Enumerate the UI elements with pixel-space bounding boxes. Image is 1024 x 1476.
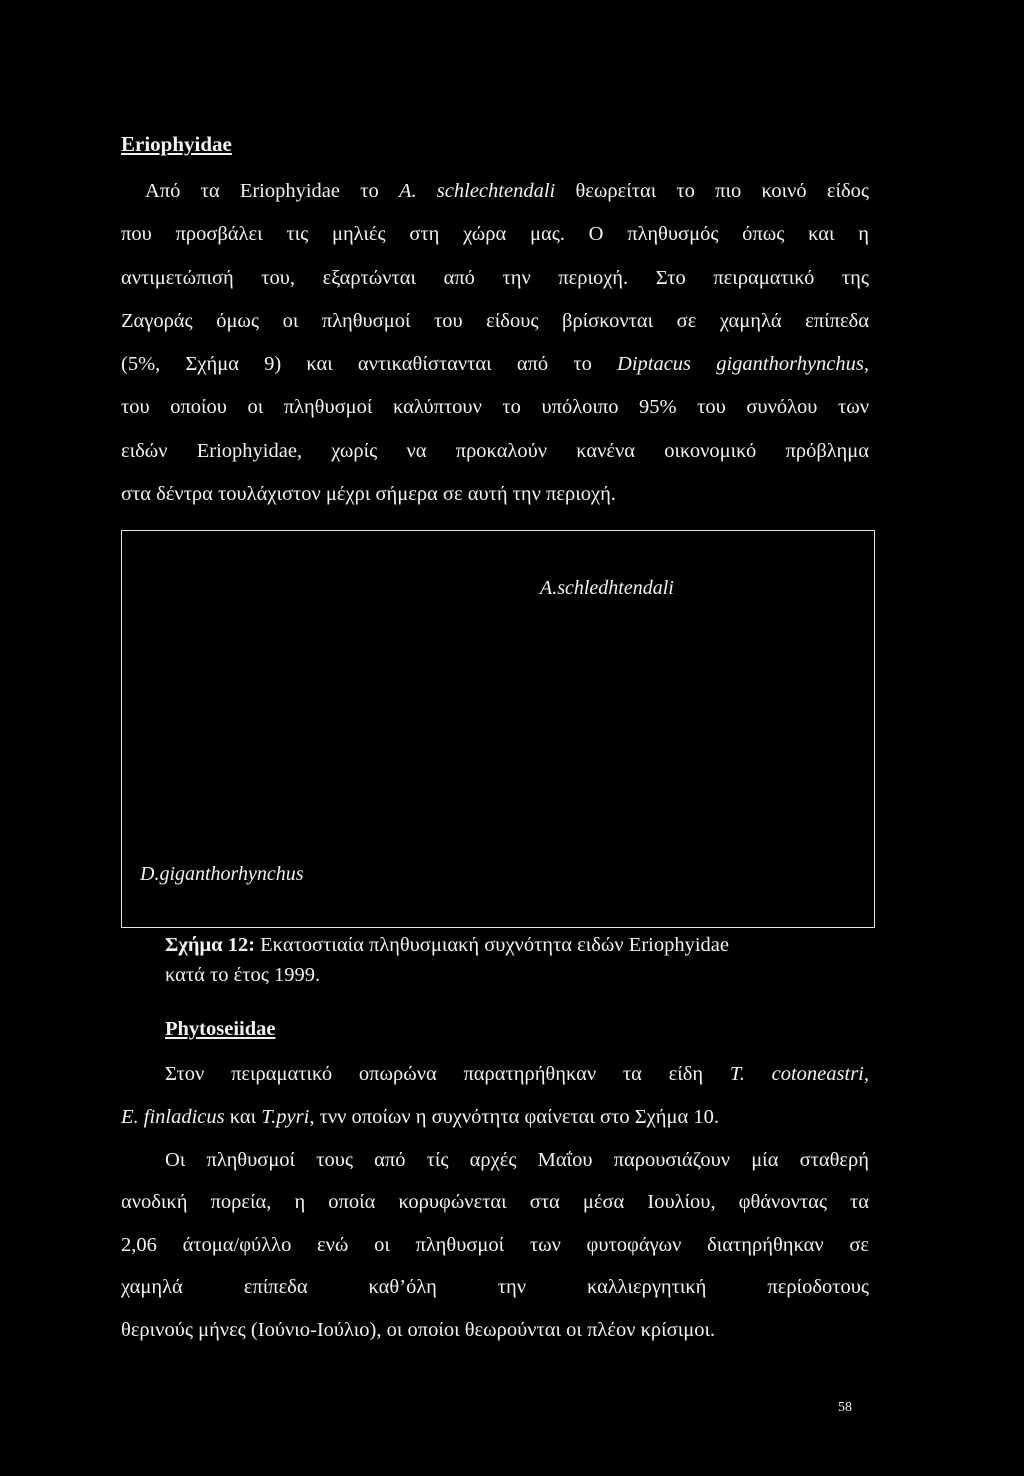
- paragraph-line: θερινούς μήνες (Ιούνιο-Ιούλιο), οι οποίοι θεωρούνται οι πλέον κρίσιμοι.: [121, 1318, 716, 1341]
- figure-label-d-giganthorhynchus: D.giganthorhynchus: [140, 863, 304, 885]
- paragraph-line: (5%, Σχήμα 9) και αντικαθίστανται από το Diptacus giganthorhynchus,: [121, 353, 870, 376]
- paragraph-line: E. finladicus και T.pyri, τνν οποίων η συχνότητα φαίνεται στο Σχήμα 10.: [121, 1106, 719, 1128]
- paragraph-line: αντιμετώπισή του, εξαρτώνται από την περιοχή. Στο πειραματικό της: [121, 266, 869, 289]
- paragraph-line: χαμηλά επίπεδα καθ’όλη την καλλιεργητική περίοδοτους: [121, 1276, 869, 1298]
- paragraph-line: του οποίου οι πληθυσμοί καλύπτουν το υπόλοιπο 95% του συνόλου των: [121, 396, 869, 419]
- caption-label: Σχήμα 12:: [165, 934, 256, 956]
- paragraph-line: ανοδική πορεία, η οποία κορυφώνεται στα μέσα Ιουλίου, φθάνοντας τα: [121, 1191, 869, 1213]
- figure-label-a-schlechtendali: A.schledhtendali: [540, 577, 674, 599]
- caption-line: Σχήμα 12: Εκατοστιαία πληθυσμιακή συχνότητα ειδών Eriophyidae: [165, 934, 729, 956]
- figure-frame: [121, 530, 875, 928]
- paragraph-phytoseiidae: [121, 1096, 869, 1351]
- caption-line: κατά το έτος 1999.: [165, 964, 321, 986]
- paragraph-eriophyidae: [121, 170, 869, 516]
- paragraph-line: που προσβάλει τις μηλιές στη χώρα μας. Ο πληθυσμός όπως και η: [121, 223, 869, 246]
- paragraph-line: Ζαγοράς όμως οι πληθυσμοί του είδους βρίσκονται σε χαμηλά επίπεδα: [121, 309, 869, 332]
- section-heading-eriophyidae: Eriophyidae: [121, 132, 232, 156]
- figure-caption: [165, 930, 865, 990]
- paragraph-line: ειδών Eriophyidae, χωρίς να προκαλούν κανένα οικονομικό πρόβλημα: [121, 439, 869, 462]
- paragraph-line: 2,06 άτομα/φύλλο ενώ οι πληθυσμοί των φυτοφάγων διατηρήθηκαν σε: [121, 1233, 869, 1256]
- page-number: 58: [838, 1400, 852, 1415]
- paragraph-line: Οι πληθυσμοί τους από τίς αρχές Μαΐου παρουσιάζουν μία σταθερή: [165, 1148, 869, 1171]
- paragraph-line: στα δέντρα τουλάχιστον μέχρι σήμερα σε αυτή την περιοχή.: [121, 483, 616, 506]
- section-heading-phytoseiidae: Phytoseiidae: [165, 1018, 276, 1040]
- paragraph-line: Στον πειραματικό οπωρώνα παρατηρήθηκαν τα είδη T. cotoneastri,: [165, 1063, 869, 1085]
- paragraph-line: Από τα Eriophyidae το A. schlechtendali θεωρείται το πιο κοινό είδος: [145, 180, 869, 202]
